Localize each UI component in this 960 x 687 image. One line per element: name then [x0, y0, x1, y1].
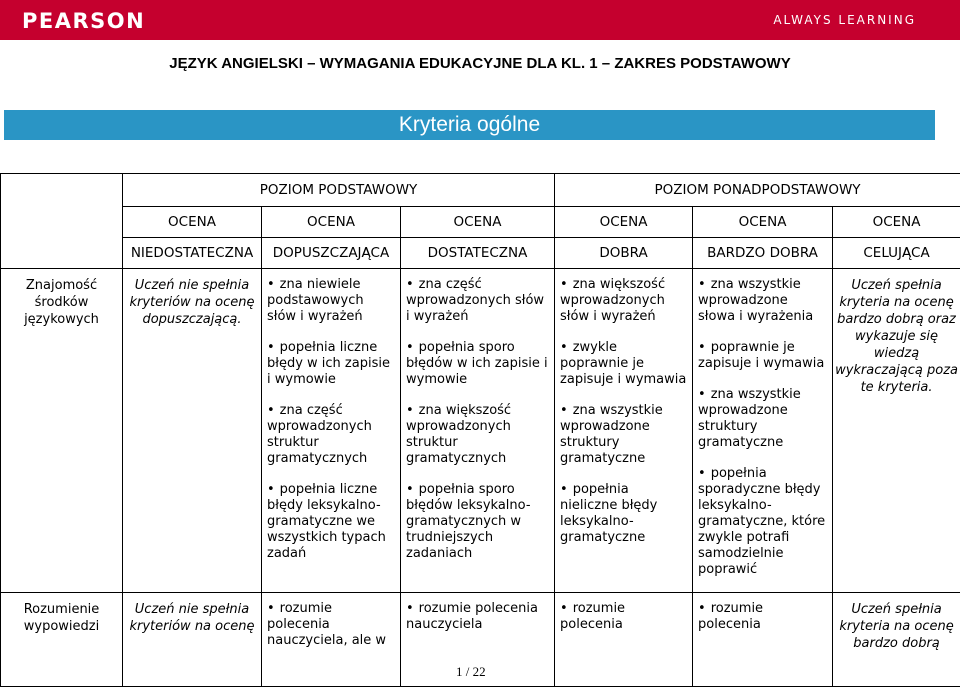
- criterion-cell: Znajomość środków językowych: [1, 269, 123, 593]
- criteria-table: [0, 173, 960, 687]
- grade-1-cell: Uczeń nie spełnia kryteriów na ocenę: [123, 593, 262, 687]
- list-item: • popełnia sporadyczne błędy leksykalno-gramatyczne, które zwykle potrafi samodzielnie poprawić: [698, 466, 828, 578]
- grade-word: OCENA: [555, 207, 693, 238]
- page-number: 1 / 22: [456, 664, 486, 680]
- grade-name-niedostateczna: NIEDOSTATECZNA: [123, 238, 262, 269]
- grade-3-cell: [401, 269, 555, 593]
- list-item: • zna wszystkie wprowadzone słowa i wyrażenia: [698, 277, 828, 325]
- list-item: • popełnia sporo błędów w ich zapisie i wymowie: [406, 340, 550, 388]
- bullet-list: [555, 277, 692, 546]
- list-item: • popełnia liczne błędy w ich zapisie i wymowie: [267, 340, 396, 388]
- section-bar: [4, 110, 935, 140]
- list-item: • rozumie polecenia nauczyciela: [406, 601, 550, 633]
- grade-6-cell: Uczeń spełnia kryteria na ocenę bardzo dobrą: [833, 593, 960, 687]
- grade-6-cell: Uczeń spełnia kryteria na ocenę bardzo dobrą oraz wykazuje się wiedzą wykraczającą poza te kryteria.: [833, 269, 960, 593]
- grade-word: OCENA: [693, 207, 833, 238]
- bullet-list: [555, 601, 692, 633]
- list-item: • poprawnie je zapisuje i wymawia: [698, 340, 828, 372]
- grade-name-dopuszczajaca: DOPUSZCZAJĄCA: [262, 238, 401, 269]
- bullet-list: [693, 601, 832, 633]
- bullet-list: [262, 277, 400, 562]
- list-item: • zna wszystkie wprowadzone struktury gramatyczne: [698, 387, 828, 451]
- grade-2-cell: [262, 269, 401, 593]
- level-header-row: [1, 174, 960, 207]
- grade-1-cell: Uczeń nie spełnia kryteriów na ocenę dopuszczającą.: [123, 269, 262, 593]
- grade-name-dostateczna: DOSTATECZNA: [401, 238, 555, 269]
- bullet-list: [262, 601, 400, 649]
- grade-word: OCENA: [123, 207, 262, 238]
- bullet-list: [401, 601, 554, 633]
- list-item: • zna część wprowadzonych słów i wyrażeń: [406, 277, 550, 325]
- criterion-cell: Rozumienie wypowiedzi: [1, 593, 123, 687]
- list-item: • zna większość wprowadzonych słów i wyrażeń: [560, 277, 688, 325]
- list-item: • rozumie polecenia nauczyciela, ale w: [267, 601, 396, 649]
- list-item: • zna większość wprowadzonych struktur gramatycznych: [406, 403, 550, 467]
- section-title: Kryteria ogólne: [4, 110, 935, 140]
- list-item: • popełnia nieliczne błędy leksykalno-gramatyczne: [560, 482, 688, 546]
- grade-name-dobra: DOBRA: [555, 238, 693, 269]
- level-advanced: POZIOM PONADPODSTAWOWY: [555, 174, 960, 207]
- grade-2-cell: [262, 593, 401, 687]
- level-basic: POZIOM PODSTAWOWY: [123, 174, 555, 207]
- grade-name-row: [1, 238, 960, 269]
- list-item: • zna część wprowadzonych struktur gramatycznych: [267, 403, 396, 467]
- pearson-banner: [0, 0, 960, 40]
- grade-word: OCENA: [262, 207, 401, 238]
- list-item: • rozumie polecenia: [698, 601, 828, 633]
- list-item: • zna niewiele podstawowych słów i wyrażeń: [267, 277, 396, 325]
- tagline: ALWAYS LEARNING: [773, 13, 916, 27]
- document-title: JĘZYK ANGIELSKI – WYMAGANIA EDUKACYJNE DLA KL. 1 – ZAKRES PODSTAWOWY: [0, 55, 960, 72]
- grade-4-cell: [555, 269, 693, 593]
- grade-5-cell: [693, 269, 833, 593]
- grade-word: OCENA: [401, 207, 555, 238]
- bullet-list: [693, 277, 832, 578]
- list-item: • popełnia liczne błędy leksykalno-gramatyczne we wszystkich typach zadań: [267, 482, 396, 562]
- pearson-logo: PEARSON: [22, 9, 145, 33]
- grade-word-row: [1, 207, 960, 238]
- grade-4-cell: [555, 593, 693, 687]
- empty-corner-cell: [1, 174, 123, 269]
- list-item: • popełnia sporo błędów leksykalno-gramatycznych w trudniejszych zadaniach: [406, 482, 550, 562]
- bullet-list: [401, 277, 554, 562]
- grade-5-cell: [693, 593, 833, 687]
- list-item: • zna wszystkie wprowadzone struktury gramatyczne: [560, 403, 688, 467]
- table-row: [1, 269, 960, 593]
- grade-word: OCENA: [833, 207, 960, 238]
- list-item: • zwykle poprawnie je zapisuje i wymawia: [560, 340, 688, 388]
- list-item: • rozumie polecenia: [560, 601, 688, 633]
- grade-name-bardzo-dobra: BARDZO DOBRA: [693, 238, 833, 269]
- grade-name-celujaca: CELUJĄCA: [833, 238, 960, 269]
